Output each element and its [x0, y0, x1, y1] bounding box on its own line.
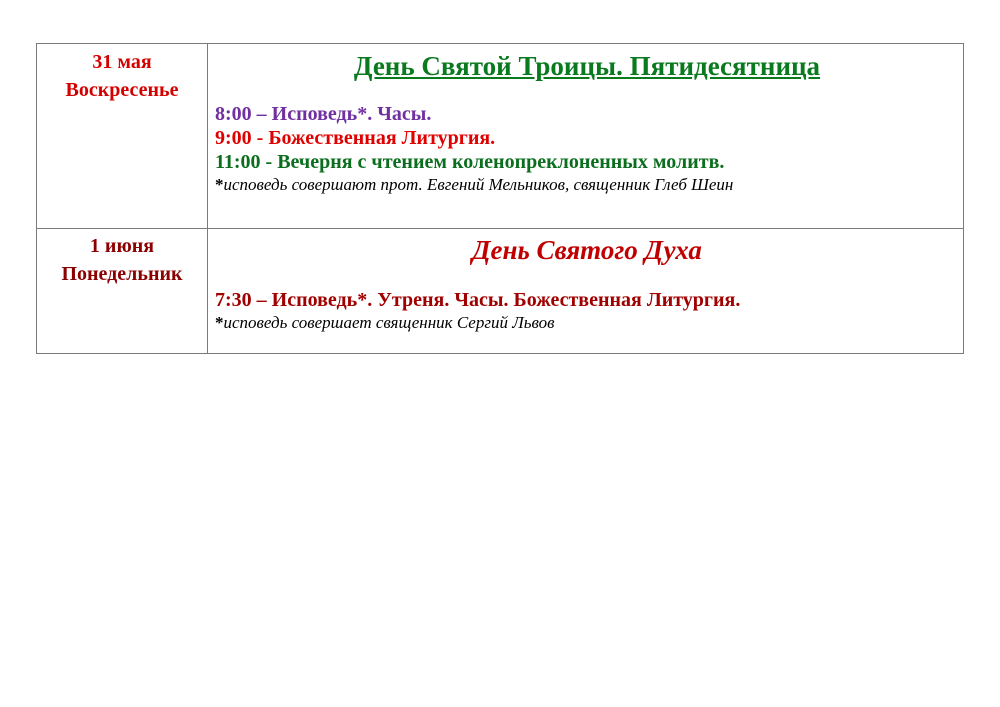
service-cell [208, 229, 964, 354]
service-item-confession: 8:00 – Исповедь*. Часы. [215, 103, 432, 125]
service-item-liturgy: 7:30 – Исповедь*. Утреня. Часы. Божественная Литургия. [215, 289, 741, 311]
confession-note [215, 174, 959, 195]
confession-note-text: исповедь совершают прот. Евгений Мельников, священник Глеб Шеин [223, 175, 734, 194]
confession-note [215, 312, 959, 333]
weekday-label: Понедельник [61, 263, 183, 285]
confession-note-text: исповедь совершает священник Сергий Львов [223, 313, 555, 332]
date-cell [37, 229, 208, 354]
feast-title: День Святой Троицы. Пятидесятница [353, 51, 821, 81]
note-marker: * [215, 175, 224, 194]
schedule-table [36, 43, 964, 354]
date-cell [37, 44, 208, 229]
weekday-label: Воскресенье [65, 79, 179, 101]
date-label: 31 мая [92, 51, 152, 73]
service-item-liturgy: 9:00 - Божественная Литургия. [215, 127, 496, 149]
schedule-row [37, 44, 964, 229]
date-label: 1 июня [89, 235, 155, 257]
note-marker: * [215, 313, 224, 332]
service-item-vespers: 11:00 - Вечерня с чтением коленопреклоненных молитв. [215, 151, 725, 173]
schedule-row [37, 229, 964, 354]
feast-title: День Святого Духа [472, 235, 702, 265]
service-cell [208, 44, 964, 229]
